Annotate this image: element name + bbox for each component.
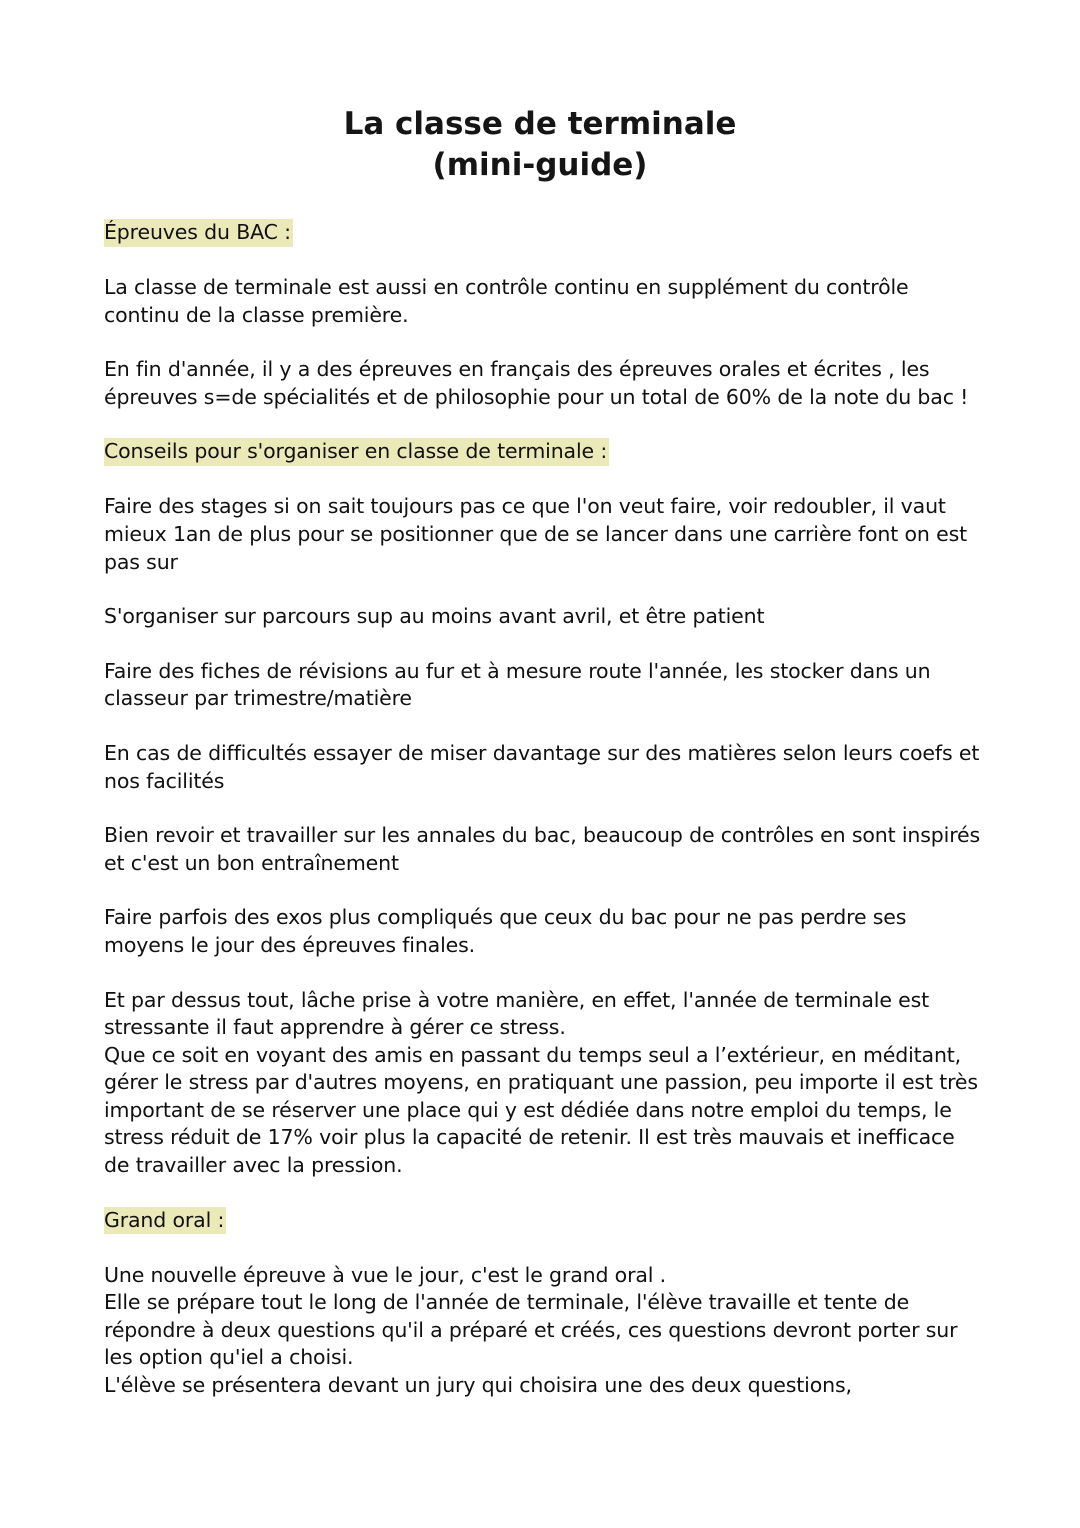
paragraph: L'élève se présentera devant un jury qui choisira une des deux questions, bbox=[104, 1373, 852, 1398]
page-title bbox=[0, 104, 1080, 186]
section-heading-grand-oral: Grand oral : bbox=[104, 1207, 226, 1235]
paragraph: La classe de terminale est aussi en contrôle continu en supplément du contrôle continu de la classe première. bbox=[104, 275, 909, 327]
paragraph: Et par dessus tout, lâche prise à votre manière, en effet, l'année de terminale est stressante il faut apprendre à gérer ce stress. bbox=[104, 987, 930, 1040]
section-conseils bbox=[104, 438, 984, 466]
paragraph: Faire des stages si on sait toujours pas ce que l'on veut faire, voir redoubler, il vaut mieux 1an de plus pour se positionner que de se lancer dans une carrière font on est pas sur bbox=[104, 494, 967, 574]
paragraph: Une nouvelle épreuve à vue le jour, c'est le grand oral . bbox=[104, 1262, 667, 1287]
section-bac bbox=[104, 219, 984, 247]
paragraph: En fin d'année, il y a des épreuves en français des épreuves orales et écrites , les épreuves s=de spécialités et de philosophie pour un total de 60% de la note du bac ! bbox=[104, 357, 969, 409]
section-grand-oral bbox=[104, 1207, 984, 1235]
paragraph: En cas de difficultés essayer de miser davantage sur des matières selon leurs coefs et nos facilités bbox=[104, 740, 980, 793]
paragraph: Faire des fiches de révisions au fur et à mesure route l'année, les stocker dans un classeur par trimestre/matière bbox=[104, 658, 931, 711]
paragraph: Que ce soit en voyant des amis en passant du temps seul a l’extérieur, en méditant, gérer le stress par d'autres moyens, en pratiquant une passion, peu importe il est très important de se réserver une place qui y est dédiée dans notre emploi du temps, le stress réduit de 17% voir plus la capacité de retenir. Il est très mauvais et inefficace de travailler avec la pression. bbox=[104, 1042, 978, 1178]
paragraph: S'organiser sur parcours sup au moins avant avril, et être patient bbox=[104, 604, 765, 629]
title-line-1: La classe de terminale bbox=[343, 106, 737, 142]
section-heading-conseils: Conseils pour s'organiser en classe de terminale : bbox=[104, 438, 609, 466]
paragraph: Elle se prépare tout le long de l'année de terminale, l'élève travaille et tente de répondre à deux questions qu'il a préparé et créés, ces questions devront porter sur les option qu'iel a choisi. bbox=[104, 1290, 958, 1370]
paragraph: Faire parfois des exos plus compliqués que ceux du bac pour ne pas perdre ses moyens le jour des épreuves finales. bbox=[104, 905, 907, 957]
document-body bbox=[104, 219, 984, 1400]
section-heading-bac: Épreuves du BAC : bbox=[104, 219, 293, 247]
title-line-2: (mini-guide) bbox=[432, 147, 648, 183]
paragraph: Bien revoir et travailler sur les annales du bac, beaucoup de contrôles en sont inspirés et c'est un bon entraînement bbox=[104, 823, 981, 875]
